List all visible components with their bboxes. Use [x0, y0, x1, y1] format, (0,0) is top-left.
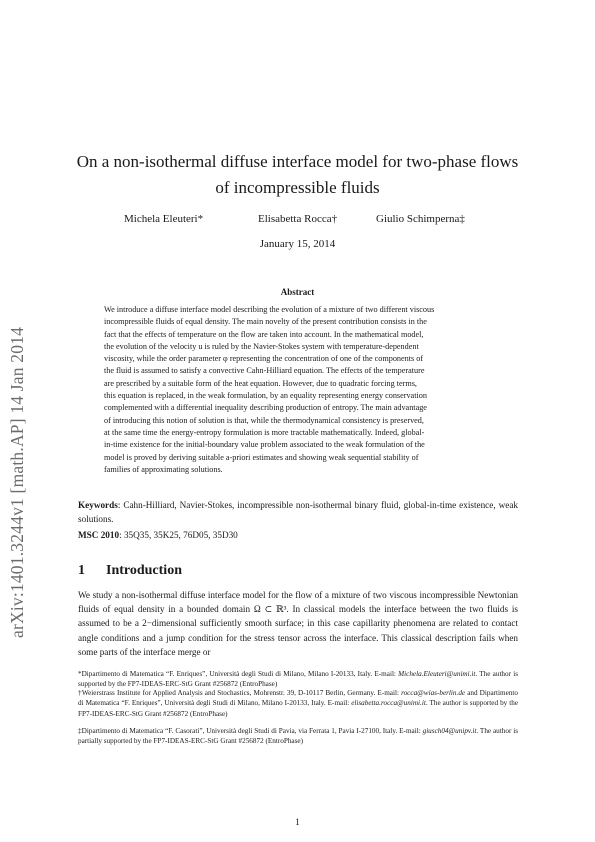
page-number: 1	[295, 818, 300, 828]
msc-label: MSC 2010	[78, 530, 120, 540]
footnote-2-affiliation: and Dipartimento di Matematica “F. Enriques”, Università degli Studi di Milano, Milano I-20133, Italy. E-mail:	[78, 689, 519, 708]
footnote-2-funding: . The author is supported by the FP7-IDEAS-ERC-StG Grant #256872 (EntroPhase)	[78, 699, 519, 718]
section-heading	[78, 563, 182, 579]
paper-title	[70, 149, 525, 201]
footnote-3-text: ‡Dipartimento di Matematica “F. Casorati”, Università degli Studi di Pavia, via Ferrata 1, Pavia I-27100, Italy. E-mail:	[78, 727, 423, 735]
arxiv-identifier: arXiv:1401.3244v1 [math.AP] 14 Jan 2014	[7, 326, 27, 638]
abstract-line: model is proved by deriving suitable a-priori estimates and showing weak sequential stability of	[104, 452, 419, 462]
footnote-1-email[interactable]: Michela.Eleuteri@unimi.it	[398, 670, 476, 678]
abstract-line: We introduce a diffuse interface model describing the evolution of a mixture of two different viscous	[104, 305, 435, 314]
footnote-3-funding: . The author is partially supported by the FP7-IDEAS-ERC-StG Grant #256872 (EntroPhase)	[78, 727, 518, 746]
keywords	[78, 498, 518, 526]
abstract-line: this equation is replaced, in the weak formulation, by an equality representing energy conservation	[104, 391, 427, 401]
intro-paragraph: We study a non-isothermal diffuse interface model for the flow of a mixture of two viscous incompressible Newtonian fluids of equal density in a bounded domain Ω ⊂ ℝ³. In classical models the interface between the two fluids is assumed to be a 2−dimensional sufficiently smooth surface; in this case capillarity phenomena are related to contact angle conditions and a jump condition for the stress tensor across the interface. This classical description fails when some parts of the interface merge or	[78, 590, 518, 657]
abstract-line: fact that the effects of temperature on the flow are taken into account. In the mathematical model,	[104, 329, 424, 339]
abstract-line: in-time existence for the initial-boundary value problem associated to the weak formulation of the	[104, 440, 425, 450]
abstract-line: of introducing this notion of solution is that, while the thermodynamical consistency is preserved,	[104, 415, 424, 425]
title-line-2: of incompressible fluids	[215, 178, 380, 197]
msc-classification	[78, 530, 518, 540]
footnote-3-email[interactable]: giusch04@unipv.it	[422, 727, 477, 735]
abstract-line: complemented with a differential inequality describing production of entropy. The main advantage	[104, 403, 427, 413]
abstract-heading: Abstract	[280, 287, 315, 297]
section-title: Introduction	[106, 563, 182, 578]
footnote-1-funding: . The author is supported by the FP7-IDEAS-ERC-StG Grant #256872 (EntroPhase)	[78, 670, 519, 689]
abstract-line: the evolution of the velocity u is ruled by the Navier-Stokes system with temperature-dependent	[104, 341, 419, 351]
author-1: Michela Eleuteri*	[124, 213, 204, 225]
footnote-3	[78, 726, 518, 747]
paper-date: January 15, 2014	[259, 238, 336, 250]
author-2: Elisabetta Rocca†	[258, 213, 338, 225]
abstract-line: at the same time the energy-entropy formulation is more tractable mathematically. Indeed, global-	[104, 427, 425, 437]
keywords-text: : Cahn-Hilliard, Navier-Stokes, incompressible non-isothermal binary fluid, global-in-time existence, weak solutions.	[78, 500, 518, 524]
section-number: 1	[78, 563, 85, 578]
author-3: Giulio Schimperna‡	[376, 213, 465, 225]
keywords-label: Keywords	[78, 500, 118, 510]
abstract-line: the fluid is assumed to satisfy a convective Cahn-Hilliard equation. The effects of the temperature	[104, 366, 425, 376]
footnote-1-text: *Dipartimento di Matematica “F. Enriques”, Università degli Studi di Milano, Milano I-20133, Italy. E-mail:	[78, 670, 399, 678]
abstract-line: families of approximating solutions.	[104, 464, 223, 474]
footnote-2	[78, 688, 518, 719]
abstract-line: viscosity, while the order parameter φ representing the concentration of one of the components of	[104, 354, 424, 364]
title-line-1: On a non-isothermal diffuse interface model for two-phase flows	[76, 152, 519, 171]
abstract-body	[104, 304, 492, 476]
footnote-2-email-2[interactable]: elisabetta.rocca@unimi.it	[351, 699, 426, 708]
footnote-2-text: †Weierstrass Institute for Applied Analysis and Stochastics, Mohrenstr. 39, D-10117 Berlin, Germany. E-mail:	[78, 689, 402, 697]
footnote-2-email-1[interactable]: rocca@wias-berlin.de	[401, 689, 466, 697]
abstract-line: incompressible fluids of equal density. The main novelty of the present contribution consists in the	[104, 317, 427, 327]
footnote-1	[78, 669, 518, 690]
abstract-line: are prescribed by a suitable form of the heat equation. However, due to quadratic forcing terms,	[104, 378, 417, 388]
msc-text: : 35Q35, 35K25, 76D05, 35D30	[119, 530, 238, 540]
